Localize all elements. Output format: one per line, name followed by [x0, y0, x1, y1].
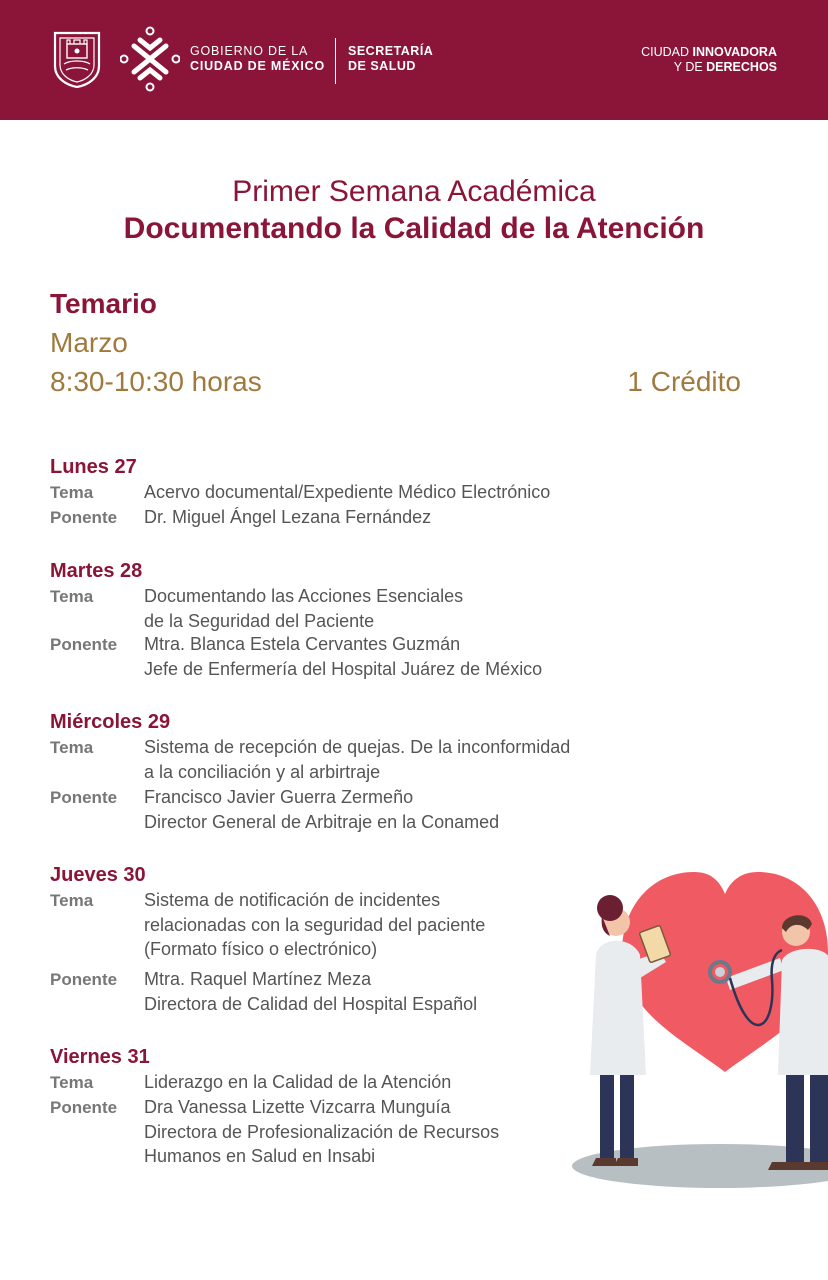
event-title: Primer Semana Académica: [232, 175, 596, 208]
credits-label: 1 Crédito: [627, 366, 741, 397]
ponente-line: Dra Vanessa Lizette Vizcarra Munguía: [144, 1097, 451, 1117]
slogan-1a: CIUDAD: [641, 45, 693, 59]
ponente-line: Mtra. Raquel Martínez Meza: [144, 969, 372, 989]
tema-line: (Formato físico o electrónico): [144, 939, 378, 959]
header-bar: [0, 0, 828, 120]
gov-line-2: CIUDAD DE MÉXICO: [190, 59, 326, 73]
ponente-label: Ponente: [50, 788, 118, 807]
cdmx-logo-icon: [120, 26, 180, 92]
ponente-line: Director General de Arbitraje en la Conamed: [144, 811, 500, 832]
tema-line: Acervo documental/Expediente Médico Electrónico: [144, 482, 551, 502]
ponente-text: [144, 505, 431, 530]
ponente-line: Mtra. Blanca Estela Cervantes Guzmán: [144, 634, 461, 654]
ponente-text: [144, 967, 477, 1016]
city-coat-of-arms-icon: [52, 30, 102, 88]
tema-line: Sistema de recepción de quejas. De la inconformidad: [144, 737, 571, 757]
tema-label: Tema: [50, 738, 94, 757]
tema-label: Tema: [50, 587, 94, 606]
tema-label: Tema: [50, 1073, 94, 1092]
ponente-line: Jefe de Enfermería del Hospital Juárez de México: [144, 658, 543, 679]
tema-text: [144, 480, 550, 505]
slogan-1b: INNOVADORA: [692, 45, 777, 59]
tema-text: [144, 735, 570, 784]
ponente-label: Ponente: [50, 970, 118, 989]
gov-line-1: GOBIERNO DE LA: [190, 44, 309, 58]
ponente-line: Directora de Profesionalización de Recursos: [144, 1121, 500, 1142]
tema-text: [144, 1070, 451, 1095]
tema-line: Liderazgo en la Calidad de la Atención: [144, 1072, 452, 1092]
ponente-label: Ponente: [50, 508, 118, 527]
secretariat-name: [348, 44, 433, 74]
tema-label: Tema: [50, 891, 94, 910]
month-label: Marzo: [50, 327, 128, 358]
tema-line: relacionadas con la seguridad del paciente: [144, 914, 486, 935]
tema-line: de la Seguridad del Paciente: [144, 610, 375, 631]
sec-line-2: DE SALUD: [348, 59, 416, 73]
event-subtitle: Documentando la Calidad de la Atención: [123, 212, 705, 245]
ponente-line: Humanos en Salud en Insabi: [144, 1146, 376, 1166]
government-name: [190, 44, 325, 74]
slogan-2b: DERECHOS: [706, 60, 777, 74]
day-heading: Martes 28: [50, 560, 143, 582]
doctors-heart-illustration: [560, 860, 828, 1190]
tema-label: Tema: [50, 483, 94, 502]
tema-text: [144, 888, 485, 962]
day-heading: Jueves 30: [50, 864, 146, 886]
ponente-text: [144, 632, 542, 681]
day-heading: Miércoles 29: [50, 711, 171, 733]
schedule-hours: 8:30-10:30 horas: [50, 366, 262, 397]
tema-text: [144, 584, 463, 633]
day-heading: Viernes 31: [50, 1046, 150, 1068]
tema-line: Documentando las Acciones Esenciales: [144, 586, 464, 606]
tema-line: Sistema de notificación de incidentes: [144, 890, 441, 910]
ponente-text: [144, 785, 499, 834]
temario-heading: Temario: [50, 288, 157, 319]
slogan: [641, 45, 777, 75]
header-divider: [335, 38, 336, 84]
slogan-2a: Y DE: [673, 60, 707, 74]
ponente-line: Dr. Miguel Ángel Lezana Fernández: [144, 507, 432, 527]
ponente-line: Directora de Calidad del Hospital Español: [144, 993, 478, 1014]
day-heading: Lunes 27: [50, 456, 137, 478]
ponente-label: Ponente: [50, 1098, 118, 1117]
ponente-label: Ponente: [50, 635, 118, 654]
ponente-text: [144, 1095, 499, 1169]
sec-line-1: SECRETARÍA: [348, 44, 434, 58]
tema-line: a la conciliación y al arbirtraje: [144, 761, 381, 782]
ponente-line: Francisco Javier Guerra Zermeño: [144, 787, 414, 807]
